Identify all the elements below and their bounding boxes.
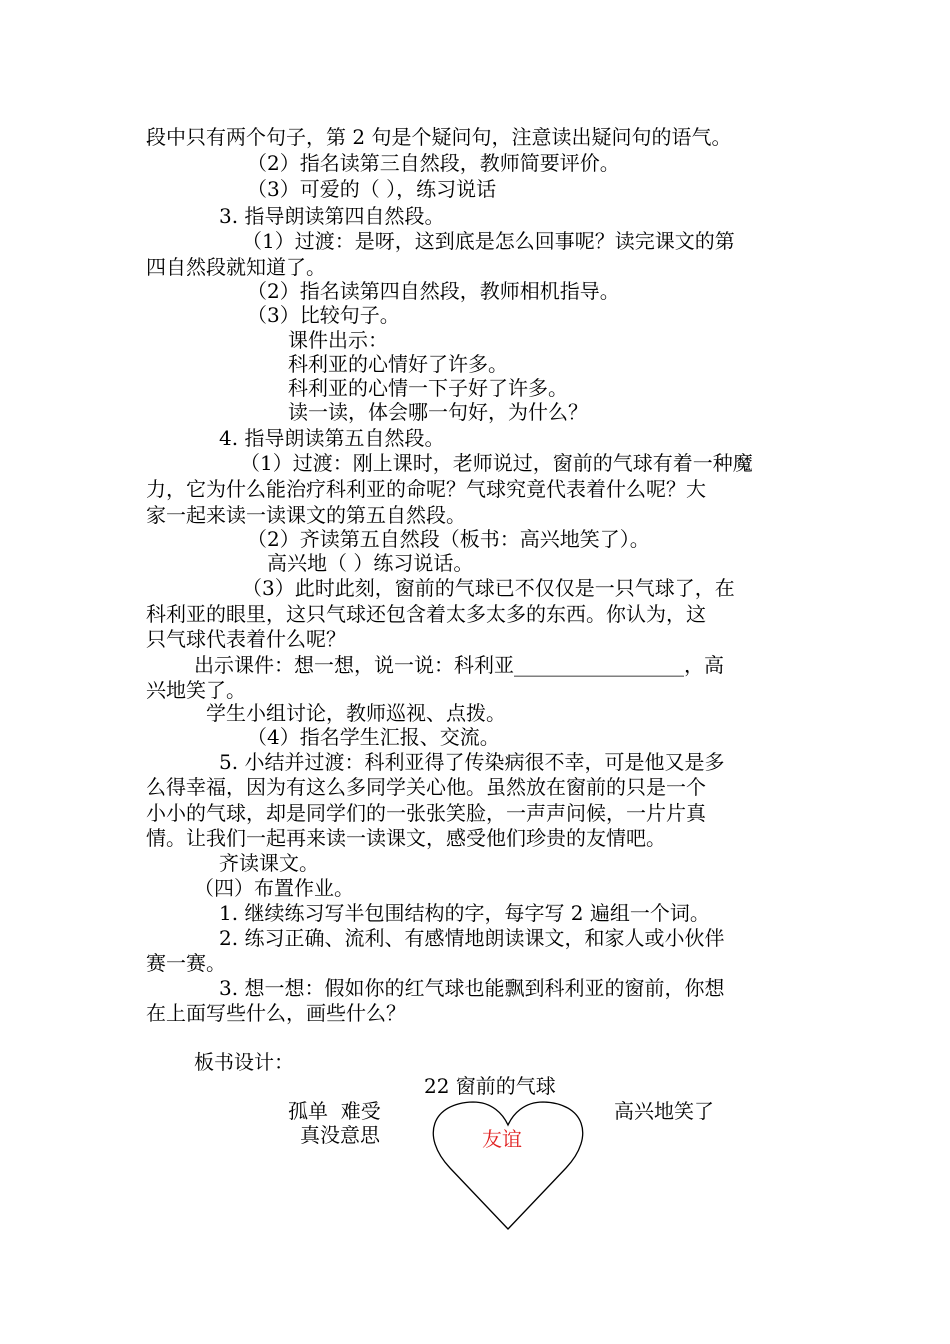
text-line: 家一起来读一读课文的第五自然段。 — [146, 503, 466, 527]
board-title: 22 窗前的气球 — [424, 1074, 556, 1098]
board-left-top: 孤单 难受 — [288, 1099, 381, 1123]
heart-text: 友谊 — [482, 1127, 522, 1151]
text-line: （3）此时此刻，窗前的气球已不仅仅是一只气球了，在 — [242, 576, 735, 600]
text-line: （4）指名学生汇报、交流。 — [247, 725, 500, 749]
text-line: 4. 指导朗读第五自然段。 — [219, 426, 445, 450]
text-line: 兴地笑了。 — [146, 678, 246, 702]
text-line: 科利亚的心情一下子好了许多。 — [288, 376, 568, 400]
text-line: 科利亚的眼里，这只气球还包含着太多太多的东西。你认为，这 — [146, 602, 706, 626]
text-line: （3）可爱的（ ），练习说话 — [247, 177, 497, 201]
board-label: 板书设计： — [194, 1050, 294, 1074]
text-line: 科利亚的心情好了许多。 — [288, 352, 508, 376]
text-line: 小小的气球，却是同学们的一张张笑脸，一声声问候，一片片真 — [146, 801, 706, 825]
text-line: 赛一赛。 — [146, 951, 226, 975]
text-line: （四）布置作业。 — [194, 876, 354, 900]
text-line: 3. 指导朗读第四自然段。 — [219, 204, 445, 228]
text-line: （2）指名读第四自然段，教师相机指导。 — [247, 279, 620, 303]
text-line: 齐读课文。 — [219, 851, 319, 875]
text-line: 3. 想一想：假如你的红气球也能飘到科利亚的窗前，你想 — [219, 976, 725, 1000]
text-line: 学生小组讨论，教师巡视、点拨。 — [206, 701, 506, 725]
text-line: 四自然段就知道了。 — [146, 255, 326, 279]
text-line: 5. 小结并过渡：科利亚得了传染病很不幸，可是他又是多 — [219, 750, 725, 774]
text-line: 情。让我们一起再来读一读课文，感受他们珍贵的友情吧。 — [146, 826, 666, 850]
board-left-bottom: 真没意思 — [300, 1123, 380, 1147]
text-line: 段中只有两个句子，第 2 句是个疑问句，注意读出疑问句的语气。 — [146, 125, 732, 149]
board-right: 高兴地笑了 — [614, 1099, 714, 1123]
text-line: 2. 练习正确、流利、有感情地朗读课文，和家人或小伙伴 — [219, 926, 725, 950]
text-line: （2）指名读第三自然段，教师简要评价。 — [247, 151, 620, 175]
text-line: （2）齐读第五自然段（板书：高兴地笑了）。 — [247, 527, 650, 551]
text-line: （1）过渡：刚上课时，老师说过，窗前的气球有着一种魔 — [240, 451, 753, 475]
text-line: 课件出示： — [288, 328, 388, 352]
text-line: 么得幸福，因为有这么多同学关心他。虽然放在窗前的只是一个 — [146, 775, 706, 799]
text-line: 只气球代表着什么呢？ — [146, 627, 346, 651]
text-line: 在上面写些什么，画些什么？ — [146, 1001, 406, 1025]
text-line: （1）过渡：是呀，这到底是怎么回事呢？读完课文的第 — [242, 229, 735, 253]
text-line: 力，它为什么能治疗科利亚的命呢？气球究竟代表着什么呢？大 — [146, 477, 706, 501]
text-line: 读一读，体会哪一句好，为什么？ — [288, 400, 588, 424]
text-line: 出示课件：想一想，说一说：科利亚_________________，高 — [194, 653, 724, 677]
text-line: （3）比较句子。 — [247, 303, 400, 327]
text-line: 高兴地（ ）练习说话。 — [267, 551, 474, 575]
text-line: 1. 继续练习写半包围结构的字，每字写 2 遍组一个词。 — [219, 901, 710, 925]
